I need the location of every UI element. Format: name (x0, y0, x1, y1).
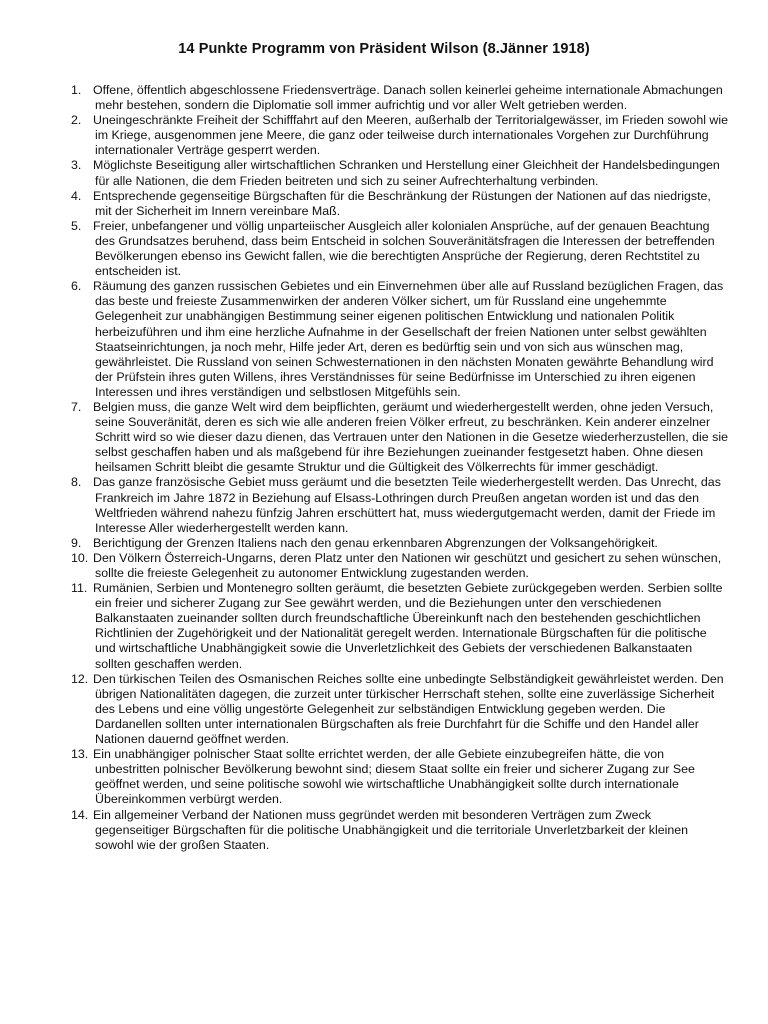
item-text: Belgien muss, die ganze Welt wird dem beipflichten, geräumt und wiederhergestellt werden, ohne jeden Versuch, seine Souveränität, deren es sich wie alle anderen freien Völker erfreut, zu beschränken. Kein anderer einzelner Schritt wird so wie dieser dazu dienen, das Vertrauen unter den Nationen in die Gesetze wiederherzustellen, die sie selbst geschaffen haben und als maßgebend für ihre Beziehungen zueinander festgesetzt haben. Ohne diesen heilsamen Schritt bleibt die gesamte Struktur und die Gültigkeit des Völkerrechts für immer geschädigt. (93, 399, 728, 475)
list-item (0, 672, 768, 747)
item-text: Das ganze französische Gebiet muss geräumt und die besetzten Teile wiederhergestellt werden. Das Unrecht, das Frankreich im Jahre 1872 in Beziehung auf Elsass-Lothringen durch Preußen angetan worden ist und das den Weltfrieden während nahezu fünfzig Jahren erschüttert hat, muss wiedergutgemacht werden, damit der Friede im Interesse Aller wiederhergestellt werden kann. (93, 475, 721, 535)
item-text: Rumänien, Serbien und Montenegro sollten geräumt, die besetzten Gebiete zurückgegeben werden. Serbien sollte ein freier und sicherer Zugang zur See gewährt werden, und die Beziehungen unter den verschiedenen Balkanstaaten zueinander sollten durch freundschaftliche Übereinkunft nach den bestehenden geschichtlichen Richtlinien der Zugehörigkeit und der Nationalität geregelt werden. Internationale Bürgschaften für die politische und wirtschaftliche Unabhängigkeit sowie die Unverletzlichkeit des Gebiets der verschiedenen Balkanstaaten sollten geschaffen werden. (93, 581, 723, 671)
item-text: Offene, öffentlich abgeschlossene Friedensverträge. Danach sollen keinerlei geheime internationale Abmachungen mehr bestehen, sondern die Diplomatie soll immer aufrichtig und vor aller Welt getrieben werden. (93, 83, 723, 113)
list-item (0, 747, 768, 807)
list-item (0, 400, 768, 475)
list-item (0, 475, 768, 535)
list-item (0, 158, 768, 188)
list-item (0, 808, 768, 853)
item-number: 1. (71, 83, 82, 97)
item-number: 9. (71, 535, 82, 550)
page-title: 14 Punkte Programm von Präsident Wilson (8.Jänner 1918) (178, 41, 590, 57)
item-number: 2. (71, 113, 82, 128)
item-number: 12. (71, 671, 89, 686)
item-text: Uneingeschränkte Freiheit der Schifffahrt auf den Meeren, außerhalb der Territorialgewässer, im Frieden sowohl wie im Kriege, ausgenommen jene Meere, die ganz oder teilweise durch internationales Vorgehen zur Durchführung internationaler Verträge gesperrt werden. (93, 113, 728, 158)
list-item (0, 219, 768, 279)
list-item (0, 551, 768, 581)
item-number: 4. (71, 188, 82, 203)
points-list (0, 83, 768, 853)
item-text: Möglichste Beseitigung aller wirtschaftlichen Schranken und Herstellung einer Gleichheit der Handelsbedingungen für alle Nationen, die dem Frieden beitreten und sich zu seiner Aufrechterhaltung verbinden. (93, 158, 720, 188)
list-item (0, 189, 768, 219)
item-number: 10. (71, 550, 89, 565)
item-text: Berichtigung der Grenzen Italiens nach den genau erkennbaren Abgrenzungen der Volksangehörigkeit. (93, 535, 658, 550)
list-item (0, 83, 768, 113)
item-text: Den Völkern Österreich-Ungarns, deren Platz unter den Nationen wir geschützt und gesichert zu sehen wünschen, sollte die freieste Gelegenheit zu autonomer Entwicklung zugestanden werden. (93, 550, 722, 580)
item-text: Den türkischen Teilen des Osmanischen Reiches sollte eine unbedingte Selbständigkeit gewährleistet werden. Den übrigen Nationalitäten dagegen, die zurzeit unter türkischer Herrschaft stehen, sollte eine zuverlässige Sicherheit des Lebens und eine völlig ungestörte Gelegenheit zur selbständigen Entwicklung gegeben werden. Die Dardanellen sollten unter internationalen Bürgschaften als freie Durchfahrt für die Schiffe und den Handel aller Nationen dauernd geöffnet werden. (93, 671, 724, 747)
item-text: Ein unabhängiger polnischer Staat sollte errichtet werden, der alle Gebiete einzubegreifen hätte, die von unbestritten polnischer Bevölkerung bewohnt sind; diesem Staat sollte ein freier und sicherer Zugang zur See geöffnet werden, und seine politische sowohl wie wirtschaftliche Unabhängigkeit sollte durch internationale Übereinkommen verbürgt werden. (93, 747, 695, 807)
item-number: 13. (71, 747, 89, 762)
item-text: Freier, unbefangener und völlig unparteiischer Ausgleich aller kolonialen Ansprüche, auf der genauen Beachtung des Grundsatzes beruhend, dass beim Entscheid in solchen Souveränitätsfragen die Interessen der betreffenden Bevölkerungen ebenso ins Gewicht fallen, wie die berechtigten Ansprüche der Regierung, deren Rechtstitel zu entscheiden ist. (93, 218, 715, 279)
list-item (0, 279, 768, 400)
item-text: Räumung des ganzen russischen Gebietes und ein Einvernehmen über alle auf Russland bezüglichen Fragen, das das beste und freieste Zusammenwirken der anderen Völker sichert, um für Russland eine ungehemmte Gelegenheit zur unabhängigen Bestimmung seiner eigenen politischen Entwicklung und nationalen Politik herbeizuführen und ihm eine herzliche Aufnahme in der Gesellschaft der freien Nationen unter selbst gewählten Staatseinrichtungen, ja noch mehr, Hilfe jeder Art, deren es bedürftig sein und von sich aus wünschen mag, gewährleistet. Die Russland von seinen Schwesternationen in den nächsten Monaten gewährte Behandlung wird der Prüfstein ihres guten Willens, ihres Verständnisses für seine Bedürfnisse im Unterschied zu ihren eigenen Interessen und ihres verständigen und selbstlosen Mitgefühls sein. (93, 279, 724, 399)
list-item (0, 536, 768, 551)
item-number: 3. (71, 158, 82, 173)
item-number: 8. (71, 475, 82, 490)
item-text: Ein allgemeiner Verband der Nationen muss gegründet werden mit besonderen Verträgen zum Zweck gegenseitiger Bürgschaften für die politische Unabhängigkeit und die territoriale Unverletzbarkeit der kleinen sowohl wie der großen Staaten. (93, 807, 689, 852)
item-number: 7. (71, 399, 82, 414)
item-text: Entsprechende gegenseitige Bürgschaften für die Beschränkung der Rüstungen der Nationen auf das niedrigste, mit der Sicherheit im Innern vereinbare Maß. (93, 188, 711, 218)
item-number: 11. (71, 581, 88, 596)
item-number: 6. (71, 279, 82, 294)
item-number: 5. (71, 218, 82, 233)
item-number: 14. (71, 807, 89, 822)
list-item (0, 581, 768, 672)
list-item (0, 113, 768, 158)
